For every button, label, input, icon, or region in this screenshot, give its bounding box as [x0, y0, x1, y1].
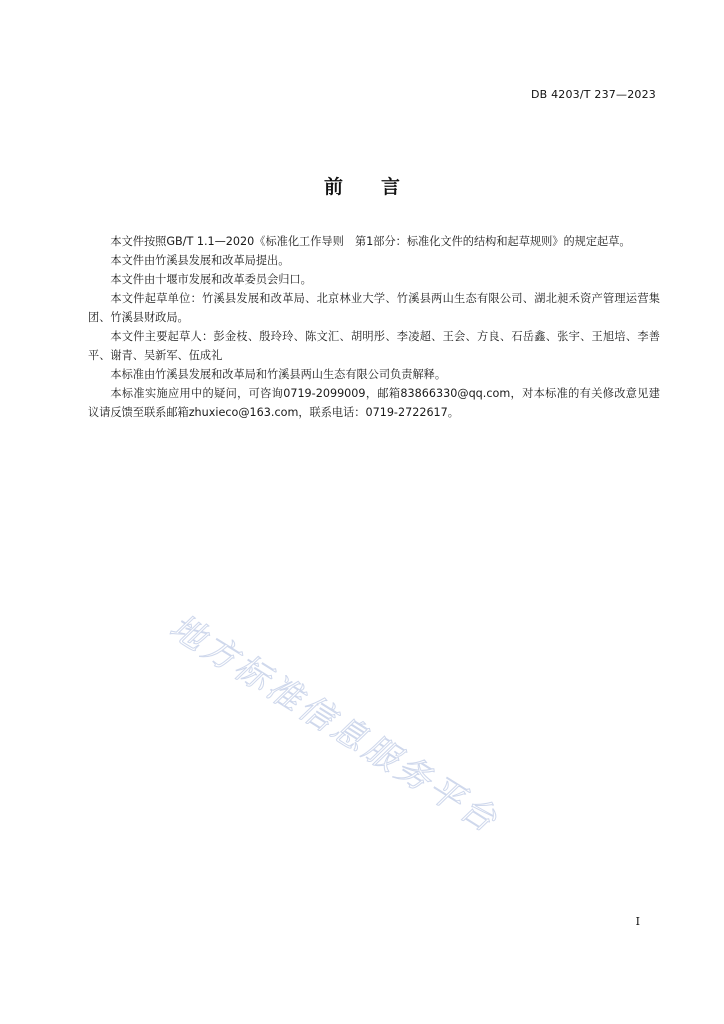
paragraph-drafting-rules: 本文件按照GB/T 1.1—2020《标准化工作导则 第1部分：标准化文件的结构和起草规则》的规定起草。: [110, 235, 631, 248]
document-code: DB 4203/T 237—2023: [530, 88, 656, 101]
paragraph-drafting-units: 本文件起草单位：竹溪县发展和改革局、北京林业大学、竹溪县两山生态有限公司、湖北昶禾资产管理运营集团、竹溪县财政局。: [88, 292, 660, 324]
page-title: [0, 172, 724, 199]
paragraph-centralized-unit: 本文件由十堰市发展和改革委员会归口。: [110, 273, 312, 286]
watermark: 地方标准信息服务平台: [162, 606, 507, 843]
paragraph-proposer: 本文件由竹溪县发展和改革局提出。: [110, 254, 290, 267]
foreword-body: [88, 232, 660, 422]
paragraph-interpretation: 本标准由竹溪县发展和改革局和竹溪县两山生态有限公司负责解释。: [110, 368, 447, 381]
title-char-2: 言: [381, 176, 401, 198]
page-number: I: [635, 915, 640, 928]
title-char-1: 前: [323, 176, 343, 198]
paragraph-contact: 本标准实施应用中的疑问，可咨询0719-2099009，邮箱83866330@qq.com，对本标准的有关修改意见建议请反馈至联系邮箱zhuxieco@163.com，联系电话：0719-2722617。: [88, 387, 660, 419]
paragraph-drafters: 本文件主要起草人：彭金枝、殷玲玲、陈文汇、胡明彤、李凌超、王会、方良、石岳鑫、张宇、王旭培、李善平、谢青、吴新军、伍成礼: [88, 330, 660, 362]
